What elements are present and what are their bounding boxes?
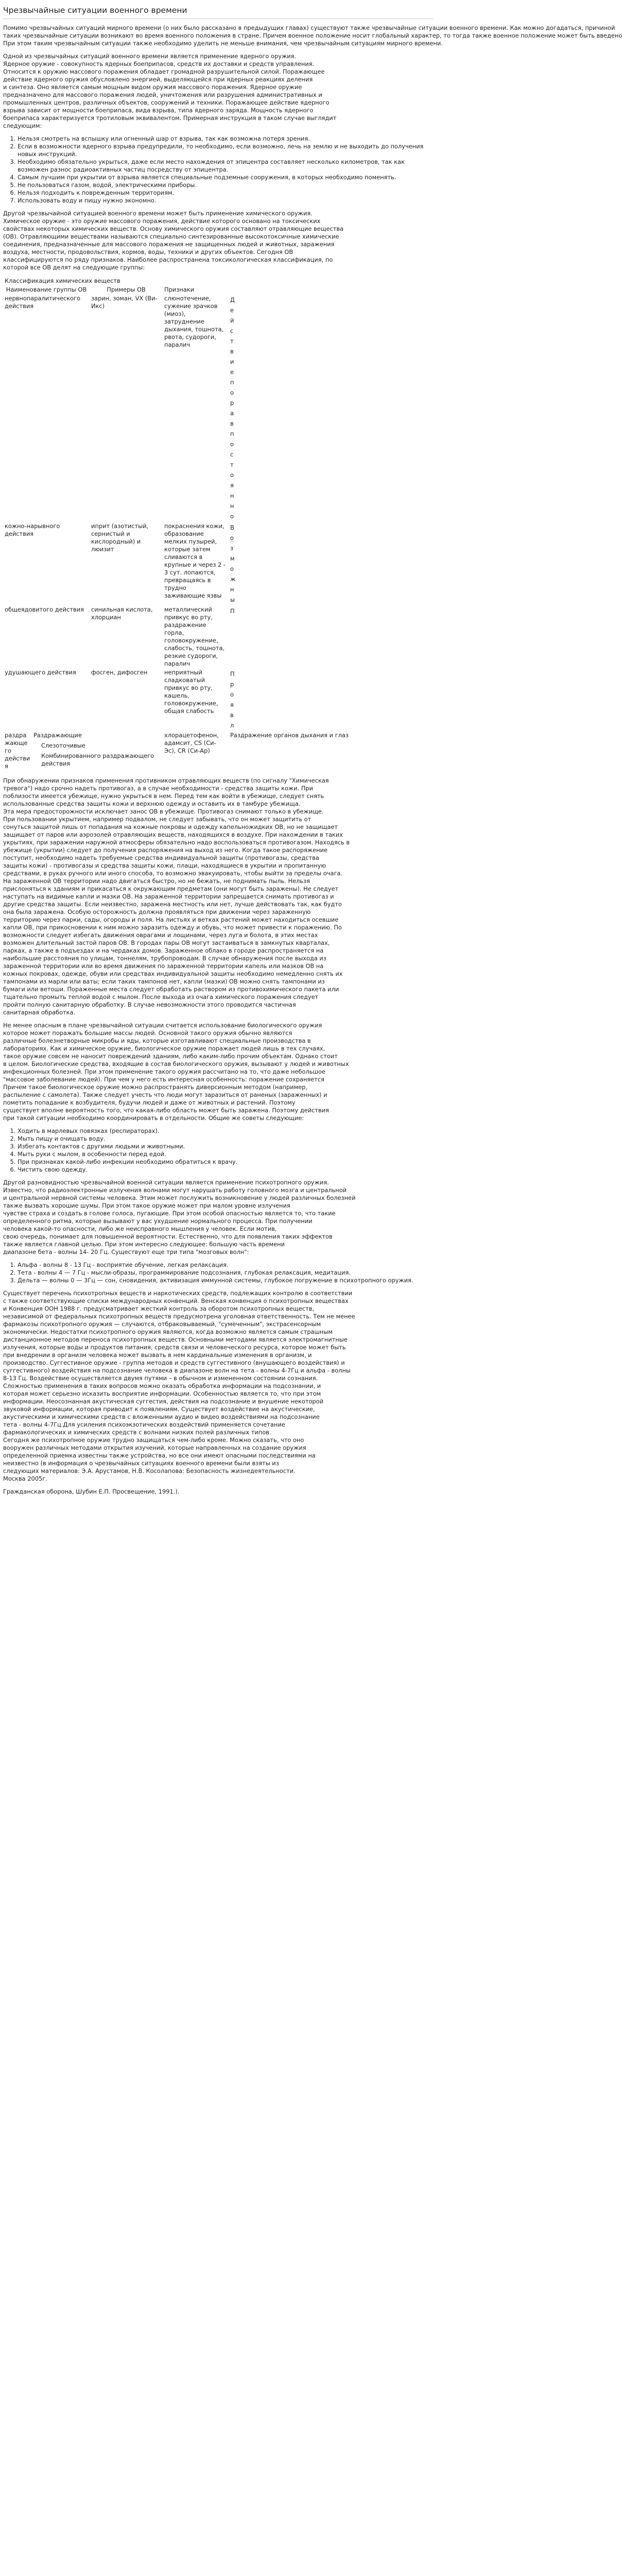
table-cell: Раздражение органов дыхания и глаз — [230, 732, 349, 739]
text-line: защиты кожи) - противогазы и средства защиты кожи, плащи, находящиеся в укрытии и пропитанную — [3, 862, 326, 869]
text-line: излучения, которые воды и продуктов питания, средств связи и человеческого ресурса, которое может быть — [3, 1344, 346, 1351]
text-line: "массовое заболевание людей). При чем у него есть интересная особенность: поражение сохраняется — [3, 1076, 325, 1083]
text-line: инфекционных болезней. При этом применение такого оружия рассчитано на то, что даже небольшое — [3, 1068, 325, 1075]
table-caption: Классификация химических веществ — [5, 277, 120, 284]
text-line: также вызвать хорошие шумы. При этом такое оружие может при малом уровне излучения — [3, 1202, 290, 1209]
text-line: Не менее опасным в плане чрезвычайной ситуации считается использование биологического оружия — [3, 1022, 322, 1029]
text-line: На зараженной ОВ территории надо двигаться быстро, но не бежать, не поднимать пыль. Нельзя — [3, 877, 310, 885]
text-line: прислоняться к зданиям и прикасаться к окружающим предметам (они могут быть заражены). Не следует — [3, 885, 339, 892]
chemical-classification-table — [3, 277, 433, 771]
text-line: она была заражена. Особую осторожность должна проявляться при движении через зараженную — [3, 908, 311, 916]
text-line: существует вполне вероятность того, что какая-либо область может быть заражена. Поэтому действия — [3, 1107, 329, 1114]
text-line: в целом. Биологические средства, входящие в состав биологического оружия, вызывают у людей и животных — [3, 1060, 349, 1067]
text-line: Сегодня же психотропное оружие трудно защищаться чем-либо кроме. Можно сказать, что оно — [3, 1436, 304, 1444]
list-item: 7. Использовать воду и пищу нужно экономно. — [18, 197, 433, 205]
table-header: Примеры ОВ — [107, 286, 146, 293]
text-line: с также соответствующие списки международных конвенций. Венская конвенция о психотропных веществах — [3, 1297, 349, 1304]
text-line: диапазоне бета - волны 14- 20 Гц. Существуют еще три типа "мозговых волн": — [3, 1248, 249, 1256]
text-line: сонуться защитой лишь от попадания на кожные покровы и одежду капельножидких ОВ, но не защищает — [3, 823, 338, 831]
table-cell: покраснения кожи, образование мелких пузырей, которые затем сливаются в крупные и через 2 - 3 сут. лопаются, превращаясь в трудно заживающие язвы — [164, 522, 226, 599]
nuclear-paragraph — [3, 53, 433, 130]
text-line: определенной приемка известны также устройства, но все они имеют опасными последствиями на — [3, 1452, 316, 1459]
text-line: которая может серьезно исказить восприятие информации. Особенностью является то, что при этом — [3, 1390, 321, 1397]
table-cell: кожно-нарывного действия — [5, 522, 60, 537]
table-cell: неприятный сладковатый привкус во рту, кашель, головокружение, общая слабость — [164, 669, 218, 715]
text-line: Другой чрезвычайной ситуацией военного времени может быть применение химического оружия. — [3, 210, 313, 217]
text-line: тревога") надо срочно надеть противогаз, а в случае необходимости - средства защиты кожи. При — [3, 785, 314, 792]
table-cell: общеядовитого действия — [5, 606, 84, 613]
text-line: поступит, необходимо надеть требуемые средства индивидуальной защиты (противогазы, средства — [3, 854, 319, 861]
text-line: Относится к оружию массового поражения обладает громадной разрушительной силой. Поражающее — [3, 68, 325, 75]
list-item: 3. Дельта — волны 0 — 3Гц — сон, сновидения, активизация иммунной системы, глубокое погружение в психотропного оружия. — [18, 1277, 433, 1284]
text-line: дистанционное методов переноса психотропных веществ. Основными методами является электромагнитные — [3, 1336, 348, 1343]
text-line: другие средства защиты. Если неизвестно, заражена местность или нет, лучше действовать так, как будто — [3, 901, 342, 908]
table-cell: фосген, дифосген — [91, 669, 148, 676]
table-cell: Раздражающие — [33, 732, 82, 739]
text-line: Причем такое биологическое оружие можно распространять диверсионным методом (например, — [3, 1083, 307, 1091]
text-line: следующим: — [3, 122, 42, 129]
text-line: пройти полную санитарную обработку. В случае невозможности этого проводится частичная — [3, 1001, 296, 1008]
list-item: 3. Избегать контактов с другими людьми и животными. — [18, 1143, 433, 1150]
text-line: промышленных центров, различных объектов, сооружений и техники. Поражающее действие ядерного — [3, 99, 330, 106]
text-line: неизвестно (в информация о чрезвычайных ситуациях военного времени были взяты из — [3, 1460, 279, 1467]
table-row — [3, 668, 433, 731]
text-line: пометить попадание к возбудителя, будучи людей и даже от животных и растений. Поэтому — [3, 1099, 296, 1106]
table-cell: Возможны — [230, 524, 236, 603]
text-line: возможности следует избегать движения оврагами и лощинами, через луга и болота, в этих местах — [3, 931, 318, 939]
text-line: производство. Суггестивное оружие - группа методов и средств суггестивного (внушающего воздействия) и — [3, 1359, 345, 1366]
table-cell: Действие пора в постоянно — [230, 296, 235, 520]
list-item: 4. Самым лучшим при укрытии от взрыва является специальные подземные сооружения, в которых необходимо поменять. — [18, 174, 433, 181]
list-item: 3. Необходимо обязательно укрыться, даже если место нахождения от эпицентра составляет несколько километров, так как возможен разнос радиоактивных частиц посредству от эпицентра. — [18, 158, 433, 174]
text-line: санитарная обработка. — [3, 1009, 76, 1016]
text-line: кожных покровах, одежде, обуви или средствах индивидуальной защиты необходимо немедленно снять их — [3, 970, 343, 977]
table-cell: нервнопаралитического действия — [5, 295, 80, 310]
subgroup-detail-table — [163, 731, 433, 755]
text-line: средствами, в руках ручного или иного способа, то возможно эвакуировать, чтобы выйти за пределы очага. — [3, 870, 343, 877]
text-line: капли ОВ, при прикосновении к ним можно заразить одежду и обувь, что может привести к поражению. По — [3, 924, 342, 931]
text-line: Москва 2005г. — [3, 1475, 47, 1482]
list-item: 1. Ходить в марлевых повязках (респираторах). — [18, 1127, 433, 1135]
table-cell: иприт (азотистый, сернистый и кислородный) и люизит — [91, 522, 149, 553]
table-cell: хлорацетофенон, адамсит, CS (Си- Эс), CR (Си-Ар) — [164, 732, 219, 754]
table-cell: удушающего действия — [5, 669, 76, 676]
text-line: укрытиях, при заражении наружной атмосферы обязательно надо воспользоваться противогазом. Находясь в — [3, 839, 350, 846]
text-line: 8-13 Гц. Воздействие осуществляется двумя путями – в обычном и измененном состоянии сознания. — [3, 1375, 318, 1382]
text-line: убежище (укрытии) следует до получения распоряжения на выход из него. Когда такое распоряжение — [3, 846, 327, 854]
text-line: При обнаружении признаков применения противником отравляющих веществ (по сигналу "Химическая — [3, 777, 329, 784]
text-line: боеприпаса характеризуется тротиловым эквивалентом. Примерная инструкция в таком случае выглядит — [3, 114, 337, 122]
text-line: наибольшие расстояния по улицам, тоннелям, трубопроводам. В случае обнаружения после выхода из — [3, 955, 326, 962]
table-cell: Слезоточивые — [41, 741, 85, 749]
biological-paragraph — [3, 1022, 433, 1122]
text-line: информации. Неосознанная акустическая суггестия, действия на подсознание и внушение некоторой — [3, 1398, 324, 1405]
list-item: 6. Чистить свою одежду. — [18, 1166, 433, 1174]
subgroup-table — [3, 731, 163, 771]
text-line: при такой ситуации необходимо координировать в отдельности. Общие же советы следующие: — [3, 1114, 304, 1122]
text-line: человека какой-то опасности, либо же неисправного мышления у человек. Если мотив, — [3, 1225, 277, 1232]
text-line: свойствах некоторых химических веществ. Основу химического оружия составляют отравляющие вещества — [3, 225, 344, 232]
list-item: 1. Нельзя смотреть на вспышку или огненный шар от взрыва, так как возможна потеря зрения. — [18, 135, 433, 143]
page-title: Чрезвычайные ситуации военного времени — [3, 5, 433, 19]
text-line: соединения, предназначенные для массового поражения не защищенных людей и животных, заражения — [3, 241, 335, 248]
list-item: 6. Нельзя подходить к поврежденным территориям. — [18, 189, 433, 197]
text-line: тщательно промыть теплой водой с мылом. После выхода из очага химического поражения следует — [3, 993, 319, 1001]
text-line: и синтеза. Оно является самым мощным видом оружия массового поражения. Ядерное оружие — [3, 83, 302, 91]
text-line: независимой от федеральных психотропных веществ предусмотрена уголовная ответственность. Тем не менее — [3, 1313, 355, 1320]
text-line: наступать на видимые капли и мазки ОВ. На зараженной территории запрещается снимать противогаз и — [3, 893, 334, 900]
table-row — [3, 605, 433, 668]
text-line: возможен длительный застой паров ОВ. В городах пары ОВ могут застаиваться в замкнутых кварталах, — [3, 939, 330, 946]
text-line: которой все ОВ делят на следующие группы: — [3, 264, 145, 271]
brain-waves-list — [3, 1261, 433, 1284]
text-line: территорию через парки, сады, огороды и поля. На листьях и ветках растений может находиться осевшие — [3, 916, 339, 923]
text-line: Ядерное оружие - совокупность ядерных боеприпасов, средств их доставки и средств управления. — [3, 60, 315, 67]
text-line: вооружен различных методами открытия изучений, которые направленных на создание оружия — [3, 1444, 306, 1451]
text-line: защищает от паров или аэрозолей отравляющих веществ, находящихся в воздухе. При нахождении в таких — [3, 831, 343, 838]
text-line: Эта мера предосторожности исключает занос ОВ в убежище. Противогаз снимают только в убежище. — [3, 808, 324, 815]
biological-steps-list — [3, 1127, 433, 1174]
text-line: Помимо чрезвычайных ситуаций мирного времени (о них было рассказано в предыдущих главах) существуют также чрезвычайные ситуации военного времени. Как можно догадаться, причиной — [3, 24, 615, 31]
text-line: лабораториях. Как и химическое оружие, биологическое оружие поражает людей лишь в тех случаях, — [3, 1045, 325, 1052]
text-line: Известно, что радиоэлектронные излучения волнами могут нарушать работу головного мозга и центральной — [3, 1187, 347, 1194]
table-cell: слюнотечение, сужение зрачков (миоз), затруднение дыхания, тошнота, рвота, судороги, паралич — [164, 295, 224, 348]
text-line: При пользовании укрытием, например подвалом, не следует забывать, что он может защитить от — [3, 816, 312, 823]
text-line: также является главной целью. При этом интересно следующее: большую часть времени — [3, 1241, 285, 1248]
text-line: звуковой информации, которая приводит к появлениям. Существует воздействие на акустические, — [3, 1405, 315, 1413]
text-line: Химическое оружие - это оружие массового поражения, действие которого основано на токсических — [3, 217, 321, 225]
text-line: предназначено для массового поражения людей, уничтожения или разрушения административных и — [3, 91, 322, 98]
text-line: тета - волны 4-7Гц.Для усиления психоэкзотических воздействий применяется сочетание — [3, 1421, 285, 1428]
text-line: бумаги или ветоши. Пораженные места следует обработать раствором из противохимического пакета или — [3, 986, 339, 993]
table-row — [3, 731, 433, 771]
text-line: взрыва зависит от мощности боеприпаса, вида взрыва, типа ядерного заряда. Мощность ядерного — [3, 107, 314, 114]
final-paragraph — [3, 1290, 433, 1483]
table-header: Наименование группы ОВ — [6, 286, 87, 293]
text-line: распыление с самолета). Также следует учесть что люди могут заразиться от раненых (зараженных) и — [3, 1091, 327, 1098]
table-cell: раздражающего действия — [5, 732, 30, 770]
table-cell: синильная кислота, хлорциан — [91, 606, 153, 621]
text-line: таких чрезвычайные ситуации возникают во время военного положения в стране. Причем военное положение носит глобальный характер, то тогда также военное положение может быть введено — [3, 32, 622, 39]
list-item: 2. Мыть пищу и очищать воду. — [18, 1135, 433, 1143]
text-line: определенного ритма, которые вызывают у вас ухудшение нормального процесса. При получении — [3, 1217, 313, 1225]
table-row — [3, 522, 433, 605]
text-line: Другой разновидностью чрезвычайной военной ситуации является применение психотропного оружия. — [3, 1179, 329, 1186]
text-line: зараженной территории или во время движения по зараженной территории капель или мазков ОВ на — [3, 962, 324, 970]
text-line: при внедрении в организм человека может вызвать в нем кардинальные изменения в организм, и — [3, 1351, 312, 1359]
table-cell: П — [230, 607, 235, 615]
list-item: 5. При признаках какой-либо инфекции необходимо обратиться к врачу. — [18, 1158, 433, 1166]
chemical-actions-paragraph — [3, 777, 433, 1016]
text-line: использованные средства защиты кожи и верхнюю одежду и оставить их в тамбуре убежища. — [3, 800, 301, 807]
text-line: различные болезнетворные микробы и яды, которые изготавливают специальные производства в — [3, 1037, 311, 1044]
list-item: 2. Если в возможности ядерного взрыва предупредили, то необходимо, если возможно, лечь на землю и не выходить до получения новых инструкций. — [18, 143, 433, 158]
text-line: такое оружие совсем не наносит повреждений зданиям, либо каким-либо прочим объектам. Однако стоит — [3, 1053, 338, 1060]
list-item: 4. Мыть руки с мылом, в особенности перед едой. — [18, 1150, 433, 1158]
text-line: поблизости имеется убежище, нужно укрыться в нем. Перед тем как войти в убежище, следует снять — [3, 792, 324, 800]
nuclear-steps-list — [3, 135, 433, 205]
chemical-paragraph — [3, 210, 433, 272]
table-header: Признаки — [164, 286, 194, 293]
intro-paragraph — [3, 24, 622, 47]
table-cell: металлический привкус во рту, раздражение горла, головокружение, слабость, тошнота, резкие судороги, паралич — [164, 606, 225, 667]
text-line: суггестивного) воздействия на подсознание человека в диапазоне волн на тета - волны 4-7Гц и альфа - волны — [3, 1367, 351, 1374]
text-line: Одной из чрезвычайных ситуаций военного времени является применение ядерного оружия. — [3, 53, 297, 60]
text-line: парках, а также в подъездах и на чердаках домов. Зараженное облако в городе распространяется на — [3, 947, 324, 954]
table-row — [3, 294, 433, 522]
text-line: чувстве страха и создать в голове голоса, пугающие. При этом особой опасностью является то, что такие — [3, 1210, 336, 1217]
text-line: акустическими и химическими средств с вложенными аудио и видео воздействиями на подсознание — [3, 1413, 320, 1420]
text-line: действие ядерного оружия обусловлено энергией, выделяющейся при ядерных реакциях деления — [3, 76, 313, 83]
text-line: При этом таким чрезвычайным ситуации также необходимо уделить не меньше внимания, чем чрезвычайным ситуациям мирного времени. — [3, 40, 443, 47]
text-line: классифицируются по ряду признаков. Наиболее распространена токсикологическая классификация, по — [3, 256, 333, 263]
source-note: Гражданская оборона, Шубин Е.П. Просвещение, 1991.). — [3, 1488, 180, 1495]
text-line: фармакологических и химических средств с волнами низких полей различных типов. — [3, 1429, 271, 1436]
table-cell: Проявл — [230, 670, 235, 729]
text-line: (ОВ). Отравляющими веществами называются специально синтезированные высокотоксичные химические — [3, 233, 339, 240]
table-cell: Комбинированного раздражающего действия — [41, 752, 154, 767]
table-cell: зарин, зоман, VX (Ви-Икс) — [91, 295, 158, 310]
text-line: которое может поражать большие массы людей. Основной такого оружия обычно являются — [3, 1029, 292, 1037]
text-line: и центральной нервной системы человека. Этим может послужить возникновение у людей различных болезней — [3, 1194, 356, 1201]
list-item: 1. Альфа - волны 8 - 13 Гц - восприятие обучение, легкая релаксация. — [18, 1261, 433, 1269]
text-line: следующих материалов: Э.А. Арустамов, Н.В. Косолапова: Безопасность жизнедеятельности. — [3, 1467, 296, 1475]
text-line: тампонами из марли или ваты; если таких тампонов нет, капли (мазки) ОВ можно снять тампонами из — [3, 978, 325, 985]
text-line: фармакозы психотропного оружия — случаются, отбраковываемый, "сумеченным", экстрасенсорным — [3, 1320, 321, 1328]
text-line: Существует перечень психотропных веществ и наркотических средств, подлежащих контролю в соответствии — [3, 1290, 353, 1297]
text-line: Сложностью применения в таких вопросов можно оказать обработка информации на подсознании, и — [3, 1382, 321, 1389]
list-item: 5. Не пользоваться газом, водой, электрическими приборы. — [18, 181, 433, 189]
text-line: экономически. Недостатки психотропного оружия являются, когда возможно является самым страшным — [3, 1328, 333, 1335]
text-line: свою очередь, понимает для повышенной вероятности. Естественно, что для появления таких эффектов — [3, 1233, 333, 1240]
text-line: и Конвенция ООН 1988 г. предусматривает жесткий контроль за оборотом психотропных веществ, — [3, 1305, 315, 1312]
psychotropic-paragraph — [3, 1179, 433, 1256]
list-item: 2. Тета - волны 4 — 7 Гц - мысли-образы, программирование подсознания, глубокая релаксация, медитация. — [18, 1269, 433, 1277]
text-line: воздуха, местности, продовольствия, кормов, воды, техники и других объектов. Сегодня ОВ — [3, 248, 293, 256]
